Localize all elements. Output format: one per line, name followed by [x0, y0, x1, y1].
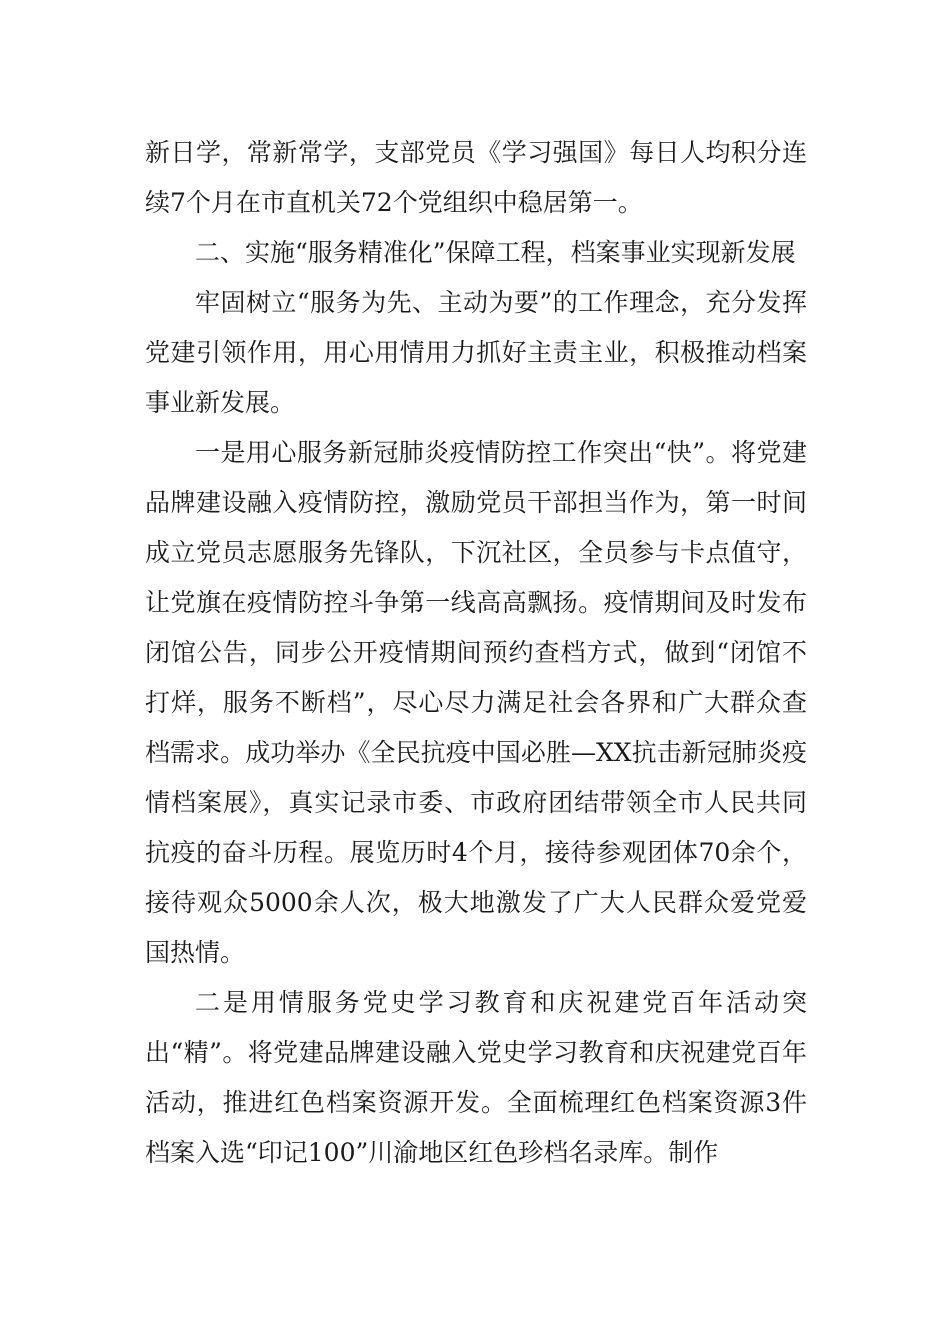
document-body	[145, 128, 807, 1178]
section-heading: 二、实施“服务精准化”保障工程，档案事业实现新发展	[195, 238, 796, 267]
paragraph-party-history: 二是用情服务党史学习教育和庆祝建党百年活动突出“精”。将党建品牌建设融入党史学习教育和庆祝建党百年活动，推进红色档案资源开发。全面梳理红色档案资源3件档案入选“印记100”川渝地区红色珍档名录库。制作	[145, 988, 807, 1167]
paragraph-epidemic-service: 一是用心服务新冠肺炎疫情防控工作突出“快”。将党建品牌建设融入疫情防控，激励党员干部担当作为，第一时间成立党员志愿服务先锋队，下沉社区，全员参与卡点值守，让党旗在疫情防控斗争第一线高高飘扬。疫情期间及时发布闭馆公告，同步公开疫情期间预约查档方式，做到“闭馆不打烊，服务不断档”，尽心尽力满足社会各界和广大群众查档需求。成功举办《全民抗疫中国必胜—XX抗击新冠肺炎疫情档案展》，真实记录市委、市政府团结带领全市人民共同抗疫的奋斗历程。展览历时4个月，接待参观团体70余个，接待观众5000余人次，极大地激发了广大人民群众爱党爱国热情。	[145, 438, 807, 967]
paragraph-continuation: 新日学，常新常学，支部党员《学习强国》每日人均积分连续7个月在市直机关72个党组织中稳居第一。	[145, 138, 807, 217]
paragraph-intro: 牢固树立“服务为先、主动为要”的工作理念，充分发挥党建引领作用，用心用情用力抓好主责主业，积极推动档案事业新发展。	[145, 288, 807, 417]
